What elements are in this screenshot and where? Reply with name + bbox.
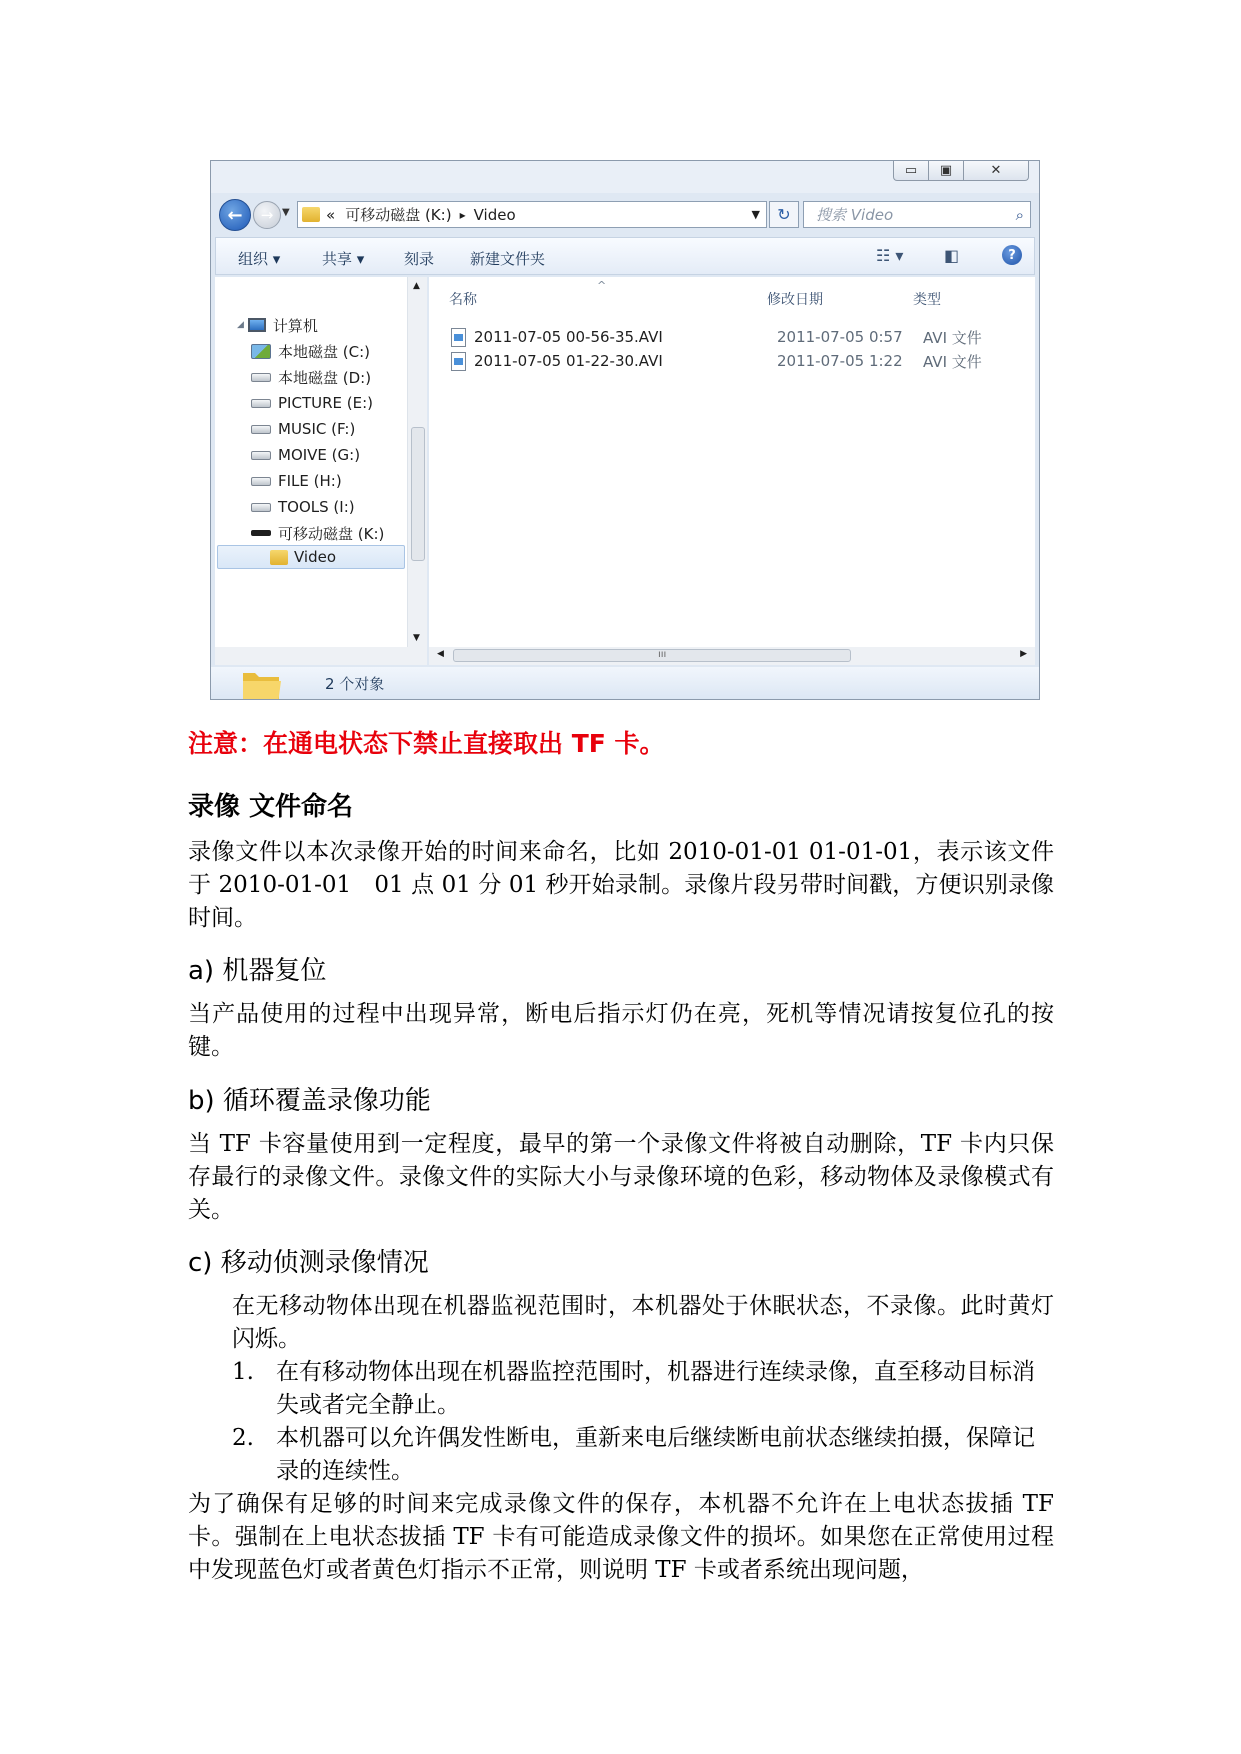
nav-drive-label: MUSIC (F:) <box>278 420 356 438</box>
folder-icon <box>270 550 288 565</box>
nav-drive-i[interactable] <box>251 495 355 519</box>
minimize-button[interactable]: ▭ <box>893 160 929 181</box>
scroll-down-icon[interactable]: ▼ <box>413 633 420 643</box>
drive-icon <box>251 425 271 434</box>
horizontal-scrollbar[interactable] <box>429 647 1035 665</box>
nav-drive-k[interactable] <box>251 521 384 545</box>
nav-video-label: Video <box>294 548 337 566</box>
command-bar <box>215 237 1035 275</box>
title-bar <box>211 161 1039 193</box>
back-arrow-icon[interactable]: ← <box>219 199 251 231</box>
file-name: 2011-07-05 00-56-35.AVI <box>474 328 663 346</box>
address-bar[interactable] <box>297 201 767 228</box>
drive-icon <box>251 373 271 382</box>
list-text: 本机器可以允许偶发性断电，重新来电后继续断电前状态继续拍摄，保障记录的连续性。 <box>276 1425 1035 1484</box>
file-row[interactable] <box>451 349 1040 373</box>
list-number: 2. <box>232 1425 254 1451</box>
scroll-thumb[interactable] <box>411 427 425 561</box>
file-name: 2011-07-05 01-22-30.AVI <box>474 352 663 370</box>
nav-computer[interactable] <box>237 313 318 337</box>
expand-arrow-icon[interactable]: ◢ <box>237 320 244 330</box>
loop-paragraph: 当 TF 卡容量使用到一定程度，最早的第一个录像文件将被自动删除，TF 卡内只保存最行的录像文件。录像文件的实际大小与录像环境的色彩，移动物体及录像模式有关。 <box>188 1131 1054 1223</box>
item-count: 2 个对象 <box>325 675 385 693</box>
address-row <box>211 197 1039 233</box>
nav-drive-label: MOIVE (G:) <box>278 446 361 464</box>
close-button[interactable]: ✕ <box>963 160 1029 181</box>
share-button[interactable]: 共享 ▾ <box>322 250 365 268</box>
drive-icon <box>251 477 271 486</box>
naming-paragraph: 录像文件以本次录像开始的时间来命名，比如 2010-01-01 01-01-01，表示该文件于 2010-01-01 01 点 01 分 01 秒开始录制。录像片段另带时间戳，方便识别录像时间。 <box>188 839 1054 931</box>
scroll-up-icon[interactable]: ▲ <box>413 281 420 291</box>
reset-paragraph: 当产品使用的过程中出现异常，断电后指示灯仍在亮，死机等情况请按复位孔的按键。 <box>188 1001 1054 1060</box>
nav-drive-label: TOOLS (I:) <box>278 498 355 516</box>
burn-button[interactable]: 刻录 <box>404 250 435 268</box>
maximize-button[interactable]: ▣ <box>928 160 964 181</box>
address-drive[interactable]: 可移动磁盘 (K:) <box>345 206 452 224</box>
list-number: 1. <box>232 1359 254 1385</box>
nav-drive-e[interactable] <box>251 391 373 415</box>
file-list <box>429 277 1035 647</box>
column-name[interactable]: 名称 <box>449 292 477 308</box>
organize-button[interactable]: 组织 ▾ <box>238 250 281 268</box>
scroll-thumb[interactable]: ııı <box>453 649 851 662</box>
address-dropdown-icon[interactable]: ▼ <box>751 208 760 221</box>
system-drive-icon <box>251 344 271 359</box>
nav-drive-c[interactable] <box>251 339 370 363</box>
window-controls <box>894 160 1029 181</box>
explorer-window <box>210 160 1040 700</box>
nav-drive-label: 可移动磁盘 (K:) <box>278 524 385 543</box>
folder-icon <box>302 207 320 222</box>
section-title: 录像 文件命名 <box>188 792 354 822</box>
file-row[interactable] <box>451 325 1040 349</box>
warning-note: 注意：在通电状态下禁止直接取出 TF 卡。 <box>188 729 665 758</box>
drive-icon <box>251 451 271 460</box>
final-paragraph: 为了确保有足够的时间来完成录像文件的保存，本机器不允许在上电状态拔插 TF 卡。强制在上电状态拔插 TF 卡有可能造成录像文件的损坏。如果您在正常使用过程中发现蓝色灯或者黄色灯指示不正常，则说明 TF 卡或者系统出现问题， <box>188 1491 1054 1583</box>
scroll-right-icon[interactable]: ▶ <box>1020 649 1027 659</box>
file-type: AVI 文件 <box>923 328 982 347</box>
help-icon[interactable]: ? <box>1002 245 1022 265</box>
sort-ascending-icon: ^ <box>597 279 607 292</box>
heading-loop-recording: b) 循环覆盖录像功能 <box>188 1086 431 1116</box>
nav-drive-label: FILE (H:) <box>278 472 342 490</box>
scroll-left-icon[interactable]: ◀ <box>437 649 444 659</box>
heading-motion-detect: c) 移动侦测录像情况 <box>188 1248 429 1278</box>
file-date: 2011-07-05 1:22 <box>777 352 903 370</box>
nav-drive-f[interactable] <box>251 417 355 441</box>
navigation-pane <box>215 277 407 647</box>
folder-large-icon <box>239 663 285 700</box>
nav-drive-label: 本地磁盘 (C:) <box>278 342 370 361</box>
nav-drive-label: 本地磁盘 (D:) <box>278 368 372 387</box>
drive-icon <box>251 503 271 512</box>
address-separator[interactable]: ▸ <box>459 207 466 222</box>
list-item <box>232 1422 1054 1488</box>
preview-pane-icon[interactable]: ◧ <box>944 246 960 265</box>
nav-computer-label: 计算机 <box>272 316 318 335</box>
forward-arrow-icon[interactable]: → <box>253 201 281 229</box>
address-folder[interactable]: Video <box>473 205 516 224</box>
video-file-icon <box>451 328 466 347</box>
nav-drive-d[interactable] <box>251 365 371 389</box>
nav-drive-label: PICTURE (E:) <box>278 394 373 412</box>
refresh-icon[interactable]: ↻ <box>769 201 799 228</box>
nav-video-folder[interactable] <box>217 545 405 569</box>
column-type[interactable]: 类型 <box>913 292 941 308</box>
file-date: 2011-07-05 0:57 <box>777 328 903 346</box>
nav-scrollbar[interactable] <box>407 277 427 647</box>
list-text: 在有移动物体出现在机器监控范围时，机器进行连续录像，直至移动目标消失或者完全静止。 <box>276 1359 1035 1418</box>
file-type: AVI 文件 <box>923 352 982 371</box>
heading-reset: a) 机器复位 <box>188 956 327 986</box>
computer-icon <box>248 318 266 332</box>
column-modified[interactable]: 修改日期 <box>767 292 823 308</box>
removable-drive-icon <box>251 530 271 536</box>
drive-icon <box>251 399 271 408</box>
search-icon[interactable]: ⌕ <box>1015 206 1024 224</box>
details-pane <box>211 667 1039 700</box>
nav-drive-h[interactable] <box>251 469 342 493</box>
view-options-icon[interactable]: ☷ ▾ <box>876 246 904 265</box>
search-placeholder: 搜索 Video <box>816 206 894 224</box>
motion-paragraph: 在无移动物体出现在机器监视范围时，本机器处于休眠状态，不录像。此时黄灯闪烁。 <box>232 1293 1054 1352</box>
search-input[interactable] <box>803 201 1031 228</box>
address-prefix[interactable]: « <box>326 205 336 224</box>
new-folder-button[interactable]: 新建文件夹 <box>470 250 546 268</box>
history-dropdown-icon[interactable]: ▼ <box>282 207 290 218</box>
video-file-icon <box>451 352 466 371</box>
list-item <box>232 1356 1054 1422</box>
nav-drive-g[interactable] <box>251 443 360 467</box>
